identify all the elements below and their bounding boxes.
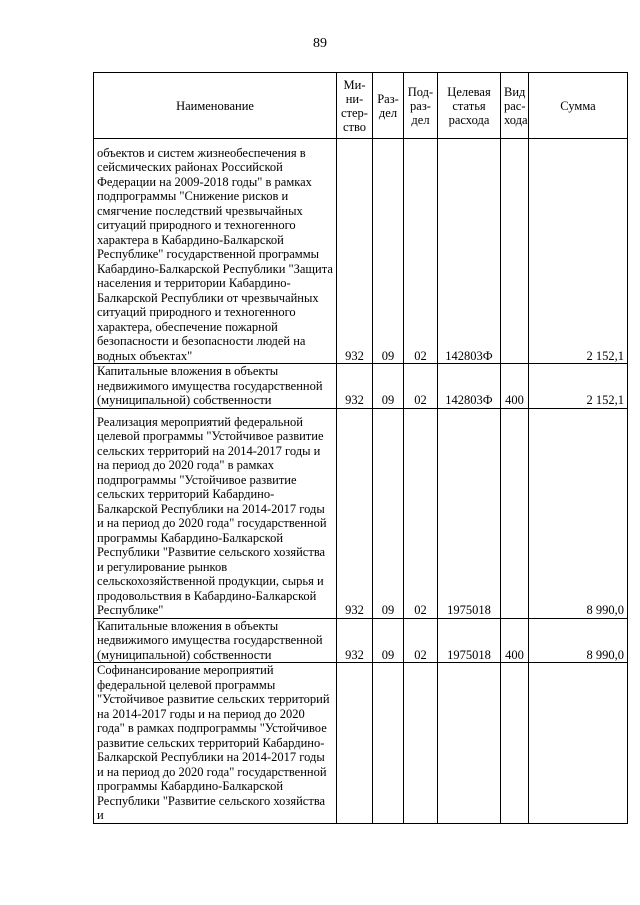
row-expense-type [501,663,529,824]
row-ministry: 932 [337,139,373,364]
row-ministry: 932 [337,364,373,409]
budget-table [93,72,628,824]
row-target-item: 142803Ф [438,364,501,409]
row-ministry [337,663,373,824]
header-amount: Сумма [529,73,628,139]
row-ministry: 932 [337,408,373,618]
row-section [373,663,404,824]
header-ministry: Ми- ни- стер- ство [337,73,373,139]
page-number: 89 [313,36,327,51]
row-section: 09 [373,408,404,618]
header-subsection: Под- раз- дел [404,73,438,139]
header-expense-type: Вид рас- хода [501,73,529,139]
row-target-item: 1975018 [438,618,501,663]
row-amount: 8 990,0 [529,408,628,618]
header-name: Наименование [94,73,337,139]
row-amount [529,663,628,824]
row-section: 09 [373,364,404,409]
row-expense-type [501,139,529,364]
header-section: Раз- дел [373,73,404,139]
table-row [94,408,628,618]
row-expense-type [501,408,529,618]
header-target-item: Целевая статья расхода [438,73,501,139]
row-subsection [404,663,438,824]
row-target-item: 1975018 [438,408,501,618]
row-expense-type: 400 [501,618,529,663]
row-section: 09 [373,618,404,663]
row-name: Реализация мероприятий федеральной целевой программы "Устойчивое развитие сельских территорий на 2014-2017 годы и на период до 2020 года" в рамках подпрограммы "Устойчивое развитие сельских территорий Кабардино-Балкарской Республики на 2014-2017 годы и на период до 2020 года" государственной программы Кабардино-Балкарской Республики "Развитие сельского хозяйства и регулирование рынков сельскохозяйственной продукции, сырья и продовольствия в Кабардино-Балкарской Республике" [94,408,337,618]
row-expense-type: 400 [501,364,529,409]
row-name: Софинансирование мероприятий федеральной целевой программы "Устойчивое развитие сельских территорий на 2014-2017 годы и на период до 2020 года" в рамках подпрограммы "Устойчивое развитие сельских территорий Кабардино-Балкарской Республики на 2014-2017 годы и на период до 2020 года" государственной программы Кабардино-Балкарской Республики "Развитие сельского хозяйства и [94,663,337,824]
row-subsection: 02 [404,139,438,364]
row-subsection: 02 [404,618,438,663]
row-subsection: 02 [404,408,438,618]
row-target-item: 142803Ф [438,139,501,364]
row-name: Капитальные вложения в объекты недвижимого имущества государственной (муниципальной) собственности [94,618,337,663]
row-amount: 8 990,0 [529,618,628,663]
table-header-row [94,73,628,139]
table-row [94,663,628,824]
row-subsection: 02 [404,364,438,409]
row-amount: 2 152,1 [529,364,628,409]
row-amount: 2 152,1 [529,139,628,364]
row-name: Капитальные вложения в объекты недвижимого имущества государственной (муниципальной) собственности [94,364,337,409]
table-row [94,618,628,663]
row-section: 09 [373,139,404,364]
row-ministry: 932 [337,618,373,663]
table-row [94,139,628,364]
table-row [94,364,628,409]
row-target-item [438,663,501,824]
row-name: объектов и систем жизнеобеспечения в сейсмических районах Российской Федерации на 2009-2018 годы" в рамках подпрограммы "Снижение рисков и смягчение последствий чрезвычайных ситуаций природного и техногенного характера в Кабардино-Балкарской Республике" государственной программы Кабардино-Балкарской Республики "Защита населения и территории Кабардино-Балкарской Республики от чрезвычайных ситуаций природного и техногенного характера, обеспечение пожарной безопасности и безопасности людей на водных объектах" [94,139,337,364]
